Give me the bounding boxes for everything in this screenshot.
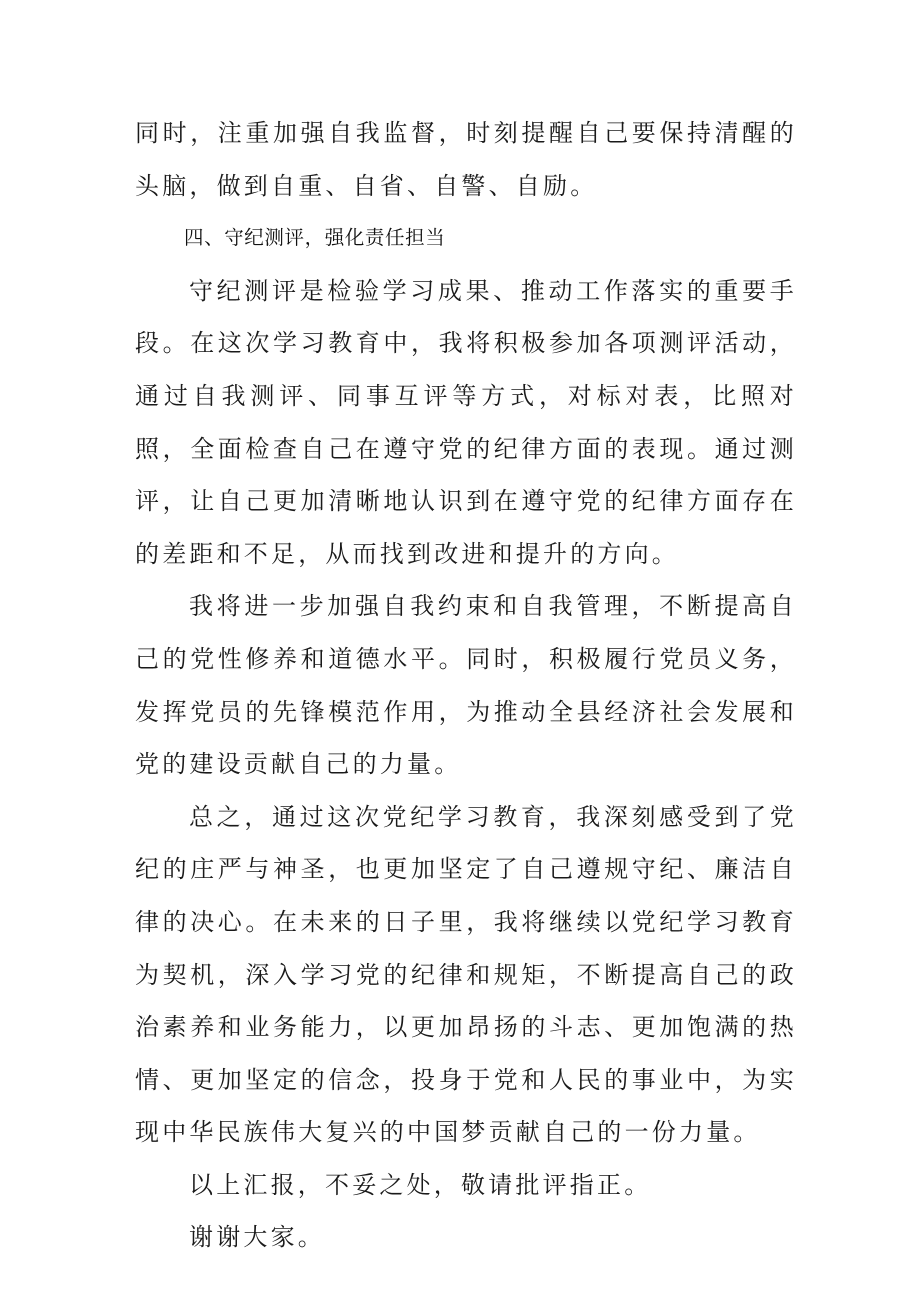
paragraph-conclusion: 总之，通过这次党纪学习教育，我深刻感受到了党纪的庄严与神圣，也更加坚定了自己遵规守纪、廉洁自律的决心。在未来的日子里，我将继续以党纪学习教育为契机，深入学习党的纪律和规矩，不断提高自己的政治素养和业务能力，以更加昂扬的斗志、更加饱满的热情、更加坚定的信念，投身于党和人民的事业中，为实现中华民族伟大复兴的中国梦贡献自己的一份力量。 bbox=[135, 802, 797, 1147]
section-heading-discipline-assessment: 四、守纪测评，强化责任担当 bbox=[184, 226, 446, 250]
document-body bbox=[135, 107, 797, 1264]
paragraph-closing-request: 以上汇报，不妥之处，敬请批评指正。 bbox=[189, 1170, 652, 1199]
paragraph-self-management: 我将进一步加强自我约束和自我管理，不断提高自己的党性修养和道德水平。同时，积极履行党员义务，发挥党员的先锋模范作用，为推动全县经济社会发展和党的建设贡献自己的力量。 bbox=[135, 592, 797, 779]
paragraph-thanks: 谢谢大家。 bbox=[189, 1223, 325, 1252]
paragraph-self-supervision: 同时，注重加强自我监督，时刻提醒自己要保持清醒的头脑，做到自重、自省、自警、自励。 bbox=[135, 119, 797, 200]
paragraph-assessment: 守纪测评是检验学习成果、推动工作落实的重要手段。在这次学习教育中，我将积极参加各项测评活动，通过自我测评、同事互评等方式，对标对表，比照对照，全面检查自己在遵守党的纪律方面的表现。通过测评，让自己更加清晰地认识到在遵守党的纪律方面存在的差距和不足，从而找到改进和提升的方向。 bbox=[135, 276, 797, 568]
